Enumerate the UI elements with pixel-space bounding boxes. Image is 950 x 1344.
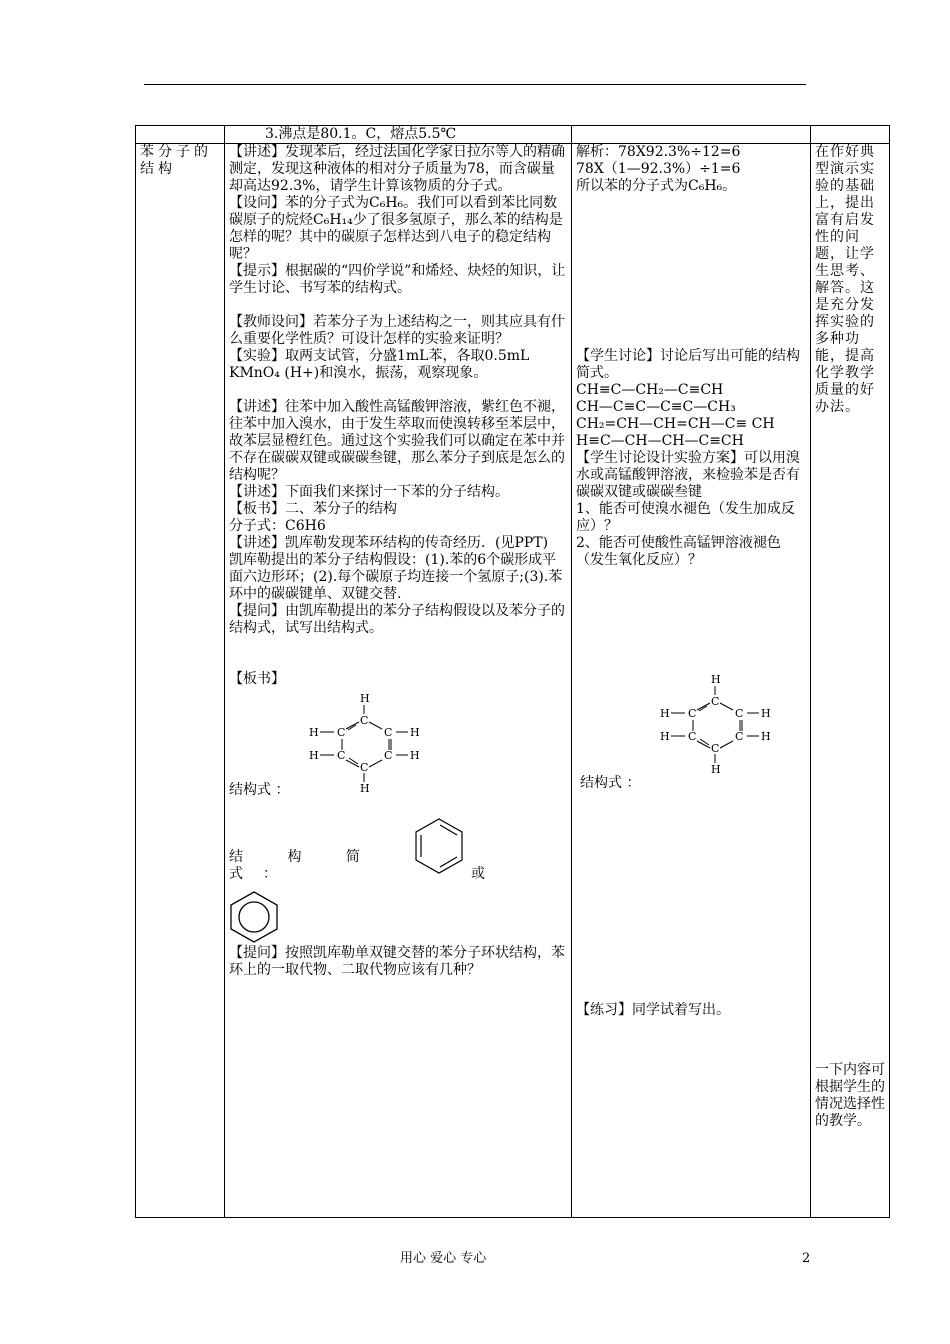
atom-h-left-1: H <box>309 726 319 739</box>
teacher-activity-cell <box>225 144 572 1218</box>
question-2: 2、能否可使酸性高锰钾溶液褪色（发生氧化反应）？ <box>576 535 781 568</box>
analysis-line-3: 所以苯的分子式为C₆H₆。 <box>576 178 737 194</box>
student-activity-cell <box>572 144 811 1218</box>
lecture-paragraph-3: 【讲述】下面我们来探讨一下苯的分子结构。 <box>229 484 509 500</box>
teacher-question-paragraph: 【教师设问】若苯分子为上述结构之一，则其应具有什么重要化学性质？可设计怎样的实验来证明？ <box>229 314 565 347</box>
atom-c-3: C <box>384 726 393 739</box>
header-cell-empty-3 <box>572 126 811 144</box>
header-cell-empty <box>136 126 225 144</box>
kekule-hypothesis: 凯库勒提出的苯分子结构假设：(1).苯的6个碳形成平面六边形环；(2).每个碳原子均连接一个氢原子;(3).苯环中的碳碳键单、双键交替. <box>229 552 563 602</box>
kekule-benzene-icon <box>413 817 465 877</box>
simple-formula-line <box>229 819 567 883</box>
student-discussion-1: 【学生讨论】讨论后写出可能的结构简式。 <box>576 348 800 381</box>
analysis-line-2: 78X（1—92.3%）÷1=6 <box>576 161 741 177</box>
atom-c-2-4: C <box>688 730 697 743</box>
atom-c-2: C <box>337 726 346 739</box>
analysis-line-1: 解析：78X92.3%÷12=6 <box>576 144 741 160</box>
student-discussion-2: 【学生讨论设计实验方案】可以用溴水或高锰酸钾溶液，来检验苯是否有碳碳双键或碳碳叁键 <box>576 450 800 500</box>
atom-h-top: H <box>360 692 370 705</box>
benzene-circle-icon <box>229 891 567 943</box>
atom-h-top-2: H <box>711 673 721 686</box>
question-paragraph-1: 【设问】苯的分子式为C₆H₆。我们可以看到苯比同数碳原子的烷烃C₆H₁₄少了很多氢原子，那么苯的结构是怎样的呢？其中的碳原子怎样达到八电子的稳定结构呢？ <box>229 195 563 262</box>
section-title-cell <box>136 144 225 1218</box>
table-header-row <box>136 126 890 144</box>
atom-h-right-1: H <box>410 726 420 739</box>
header-rule <box>144 84 806 85</box>
board-paragraph-2: 【板书】 <box>229 671 285 687</box>
formula-line-1: CH≡C—CH₂—C≡CH <box>576 382 724 398</box>
formula-line-4: H≡C—CH—CH—C≡CH <box>576 433 744 449</box>
atom-c-2-6: C <box>711 742 720 755</box>
atom-h-right-2-2: H <box>761 730 771 743</box>
board-paragraph-1: 【板书】二、苯分子的结构 <box>229 501 397 517</box>
design-note: 在作好典型演示实验的基础上，提出富有启发性的问题，让学生思考、解答。这是充分发挥实验的多种功能，提高化学教学质量的好办法。 <box>815 144 875 415</box>
structural-formula-label-2: 结构式 ： <box>580 775 641 791</box>
atom-c-2-3: C <box>735 707 744 720</box>
practice-text: 【练习】同学试着写出。 <box>576 1002 730 1018</box>
atom-c-2-2: C <box>688 707 697 720</box>
header-cell-text <box>225 126 572 144</box>
atom-c-4: C <box>337 749 346 762</box>
atom-c-2-5: C <box>735 730 744 743</box>
lecture-paragraph-2: 【讲述】往苯中加入酸性高锰酸钾溶液，紫红色不褪，往苯中加入溴水，由于发生萃取而使溴转移至苯层中，故苯层显橙红色。通过这个实验我们可以确定在苯中并不存在碳碳双键或碳碳叁键，那么苯分子到底是怎么的结构呢？ <box>229 399 565 483</box>
atom-c-2-1: C <box>711 695 720 708</box>
atom-h-bottom: H <box>360 782 370 794</box>
atom-h-left-2-2: H <box>660 730 670 743</box>
footer-motto: 用心 爱心 专心 <box>400 1251 487 1266</box>
ask-paragraph-1: 【提问】由凯库勒提出的苯分子结构假设以及苯分子的结构式，试写出结构式。 <box>229 603 565 636</box>
simple-formula-label: 结 构 简 式： <box>229 849 380 882</box>
table-body-row <box>136 144 890 1218</box>
boiling-point-text: 3.沸点是80.1。C，熔点5.5℃ <box>265 126 457 142</box>
atom-c-6: C <box>360 761 369 774</box>
experiment-paragraph: 【实验】取两支试管，分盛1mL苯，各取0.5mL KMnO₄ (H+)和溴水，振荡，观察现象。 <box>229 348 530 381</box>
atom-h-left-2-1: H <box>660 707 670 720</box>
atom-c-1: C <box>360 714 369 727</box>
formula-line-2: CH—C≡C—C≡C—CH₃ <box>576 399 736 415</box>
structural-formula-label: 结构式 ： <box>229 782 290 798</box>
header-cell-empty-4 <box>811 126 890 144</box>
benzene-structural-formula-2 <box>660 673 790 780</box>
atom-h-bottom-2: H <box>711 763 721 775</box>
atom-h-right-2-1: H <box>761 707 771 720</box>
benzene-structural-formula <box>309 692 439 792</box>
or-text: 或 <box>471 866 485 882</box>
question-1: 1、能否可使溴水褪色（发生加成反应）？ <box>576 501 795 534</box>
lecture-paragraph-4: 【讲述】凯库勒发现苯环结构的传奇经历．(见PPT) <box>229 535 549 551</box>
page-number: 2 <box>802 1251 811 1266</box>
lecture-paragraph-1: 【讲述】发现苯后，经过法国化学家日拉尔等人的精确测定，发现这种液体的相对分子质量为78，而含碳量却高达92.3%，请学生计算该物质的分子式。 <box>229 144 565 194</box>
atom-c-5: C <box>384 749 393 762</box>
lesson-table <box>135 125 890 1218</box>
student-structure-area <box>576 569 806 795</box>
optional-note: 一下内容可根据学生的情况选择性的教学。 <box>815 1062 885 1129</box>
ask-paragraph-2: 【提问】按照凯库勒单双键交替的苯分子环状结构，苯环上的一取代物、二取代物应该有几种？ <box>229 945 565 978</box>
hint-paragraph: 【提示】根据碳的“四价学说”和烯烃、炔烃的知识，让学生讨论、书写苯的结构式。 <box>229 263 566 296</box>
formula-line-3: CH₂=CH—CH=CH—C≡ CH <box>576 416 775 432</box>
section-title: 苯分子的结构 <box>140 144 212 177</box>
atom-h-right-2: H <box>410 749 420 762</box>
molecular-formula: 分子式：C6H6 <box>229 518 326 534</box>
atom-h-left-2: H <box>309 749 319 762</box>
notes-cell <box>811 144 890 1218</box>
